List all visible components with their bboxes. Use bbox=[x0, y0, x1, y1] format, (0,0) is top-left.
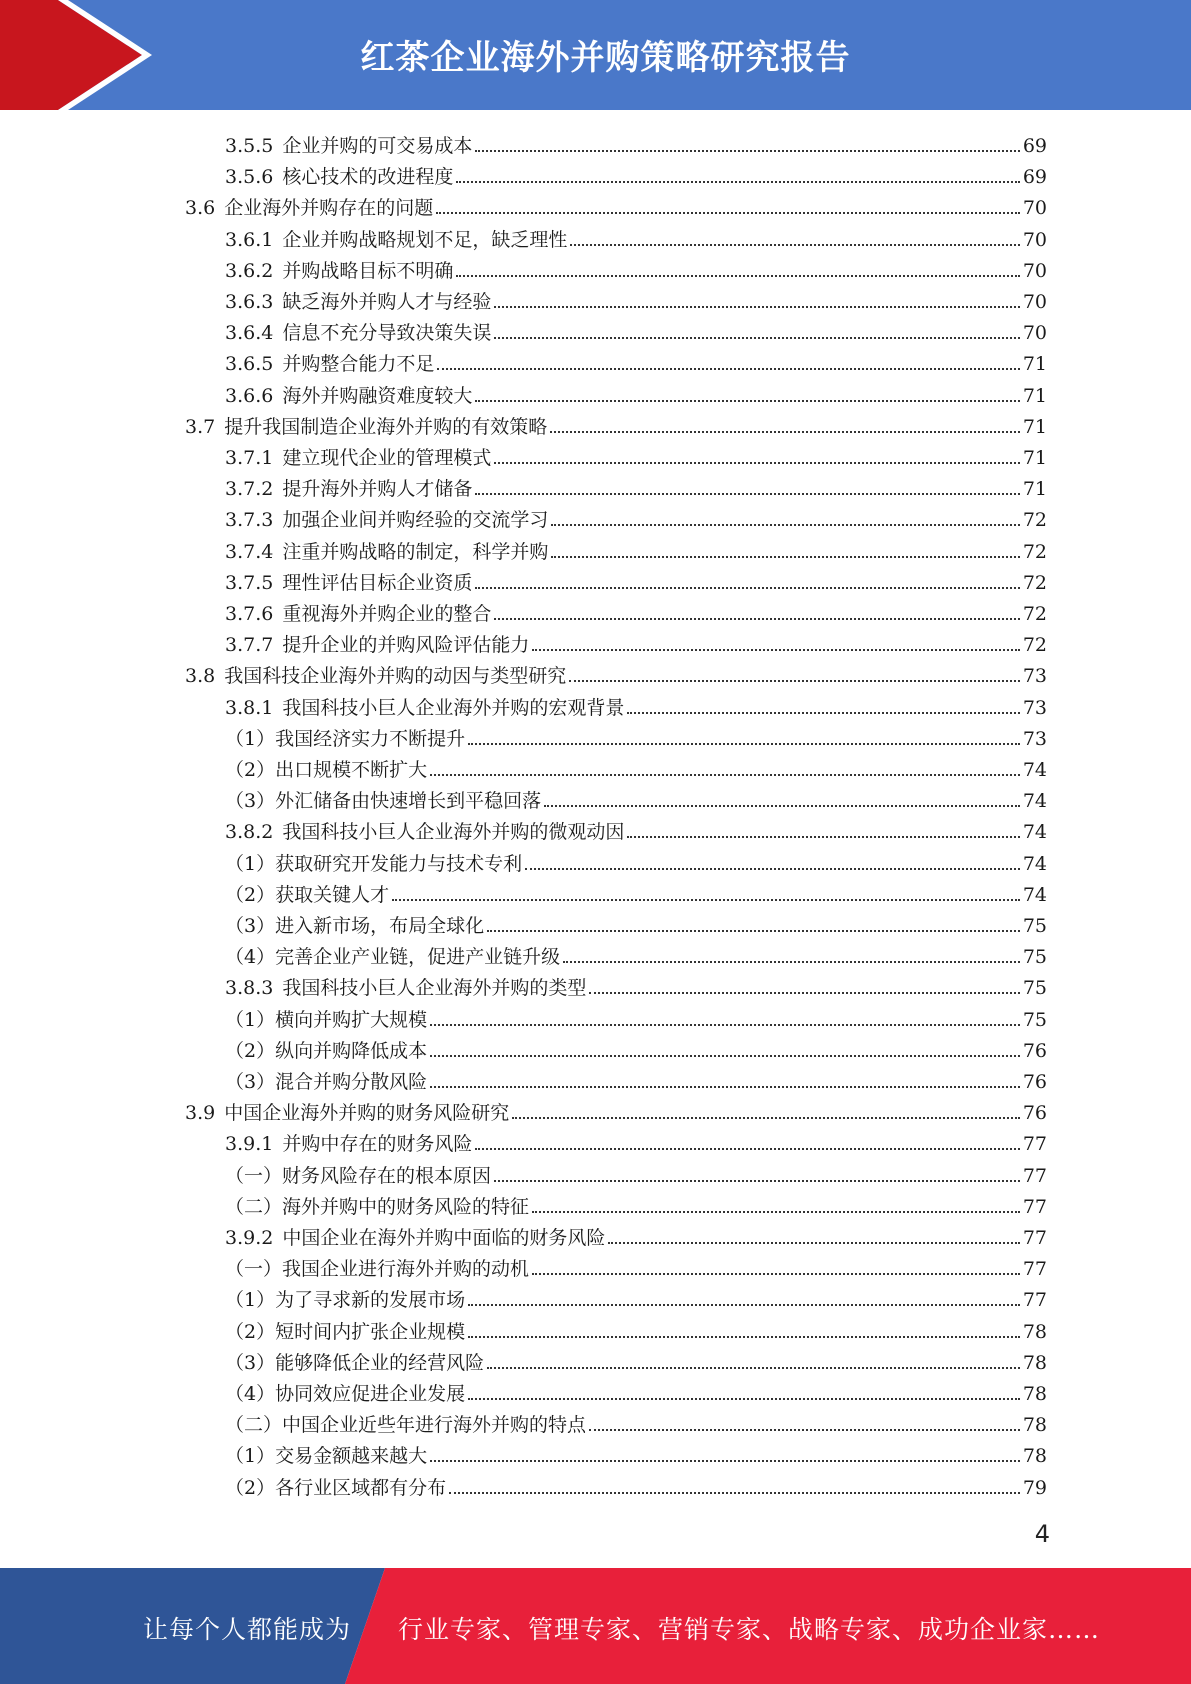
toc-dot-leader bbox=[563, 937, 1020, 963]
toc-entry[interactable] bbox=[225, 1033, 1047, 1063]
toc-entry-page: 77 bbox=[1022, 1289, 1047, 1312]
toc-dot-leader bbox=[475, 126, 1019, 152]
toc-entry[interactable] bbox=[225, 970, 1047, 1000]
toc-entry-title: （二）中国企业近些年进行海外并购的特点 bbox=[225, 1414, 587, 1437]
toc-entry[interactable] bbox=[225, 222, 1047, 252]
toc-entry-title: 企业海外并购存在的问题 bbox=[224, 197, 434, 220]
toc-dot-leader bbox=[589, 1405, 1020, 1431]
toc-entry-page: 76 bbox=[1022, 1071, 1047, 1093]
toc-entry-title: （一）我国企业进行海外并购的动机 bbox=[225, 1258, 530, 1281]
toc-dot-leader bbox=[430, 1436, 1020, 1462]
toc-entry-page: 75 bbox=[1022, 977, 1047, 1000]
toc-entry-title: （1）横向并购扩大规模 bbox=[225, 1008, 428, 1031]
toc-entry-title: 我国科技小巨人企业海外并购的宏观背景 bbox=[282, 696, 625, 719]
toc-dot-leader bbox=[436, 188, 1020, 214]
toc-entry[interactable] bbox=[225, 1438, 1047, 1468]
toc-entry[interactable] bbox=[225, 596, 1047, 626]
toc-entry-title: （一）财务风险存在的根本原因 bbox=[225, 1164, 492, 1187]
toc-entry-title: 我国科技小巨人企业海外并购的类型 bbox=[282, 977, 587, 1000]
toc-entry[interactable] bbox=[185, 1095, 1047, 1125]
toc-entry[interactable] bbox=[225, 1345, 1047, 1375]
toc-entry[interactable] bbox=[225, 1314, 1047, 1344]
toc-dot-leader bbox=[449, 1468, 1020, 1494]
toc-dot-leader bbox=[532, 625, 1019, 651]
toc-entry[interactable] bbox=[225, 378, 1047, 408]
toc-entry-title: （3）外汇储备由快速增长到平稳回落 bbox=[225, 790, 542, 813]
toc-entry[interactable] bbox=[225, 1251, 1047, 1281]
toc-entry-number: 3.7.1 bbox=[225, 447, 274, 469]
toc-entry[interactable] bbox=[225, 1126, 1047, 1156]
toc-entry[interactable] bbox=[225, 721, 1047, 751]
toc-entry-title: 建立现代企业的管理模式 bbox=[282, 447, 492, 469]
toc-entry[interactable] bbox=[225, 159, 1047, 189]
toc-entry-page: 73 bbox=[1022, 696, 1047, 719]
toc-entry-title: （1）为了寻求新的发展市场 bbox=[225, 1289, 466, 1312]
toc-entry[interactable] bbox=[225, 284, 1047, 314]
toc-dot-leader bbox=[430, 1062, 1020, 1088]
toc-entry-number: 3.9 bbox=[185, 1102, 216, 1125]
toc-entry-number: 3.7.6 bbox=[225, 603, 274, 625]
toc-dot-leader bbox=[494, 313, 1019, 339]
toc-dot-leader bbox=[487, 1343, 1020, 1369]
toc-dot-leader bbox=[437, 344, 1019, 370]
toc-entry-number: 3.5.5 bbox=[225, 135, 274, 157]
toc-dot-leader bbox=[627, 812, 1019, 838]
toc-entry[interactable] bbox=[225, 1158, 1047, 1188]
page-number: 4 bbox=[1034, 1520, 1050, 1548]
toc-entry[interactable] bbox=[225, 440, 1047, 470]
toc-entry-page: 75 bbox=[1022, 1008, 1047, 1031]
toc-entry[interactable] bbox=[225, 1220, 1047, 1250]
toc-entry-page: 77 bbox=[1022, 1195, 1047, 1218]
toc-entry-number: 3.8.1 bbox=[225, 696, 274, 719]
toc-entry[interactable] bbox=[225, 1064, 1047, 1094]
toc-entry[interactable] bbox=[225, 783, 1047, 813]
toc-entry-title: （1）我国经济实力不断提升 bbox=[225, 727, 466, 750]
toc-entry-page: 74 bbox=[1022, 790, 1047, 813]
toc-dot-leader bbox=[494, 282, 1019, 308]
toc-entry-page: 76 bbox=[1022, 1102, 1047, 1125]
toc-entry-page: 78 bbox=[1022, 1414, 1047, 1437]
toc-entry-title: （二）海外并购中的财务风险的特征 bbox=[225, 1195, 530, 1218]
toc-entry-title: （3）混合并购分散风险 bbox=[225, 1071, 428, 1093]
footer-slogan-right: 行业专家、管理专家、营销专家、战略专家、成功企业家…… bbox=[398, 1615, 1101, 1644]
toc-dot-leader bbox=[475, 563, 1019, 589]
toc-dot-leader bbox=[430, 1000, 1020, 1026]
toc-entry-page: 75 bbox=[1022, 915, 1047, 937]
toc-entry[interactable] bbox=[225, 128, 1047, 158]
toc-entry-number: 3.6.6 bbox=[225, 384, 274, 407]
toc-entry-number: 3.6.5 bbox=[225, 353, 274, 376]
toc-entry[interactable] bbox=[225, 908, 1047, 938]
toc-dot-leader bbox=[569, 656, 1020, 682]
toc-dot-leader bbox=[392, 875, 1020, 901]
toc-entry-number: 3.6.3 bbox=[225, 291, 274, 313]
toc-dot-leader bbox=[487, 906, 1020, 932]
toc-entry-number: 3.8 bbox=[185, 665, 216, 688]
toc-entry-title: （4）协同效应促进企业发展 bbox=[225, 1383, 466, 1405]
toc-entry-page: 72 bbox=[1022, 571, 1047, 594]
toc-entry-title: 理性评估目标企业资质 bbox=[282, 571, 473, 594]
toc-dot-leader bbox=[525, 844, 1020, 870]
toc-dot-leader bbox=[512, 1093, 1020, 1119]
toc-dot-leader bbox=[430, 1031, 1020, 1057]
footer-slogan-left: 让每个人都能成为 bbox=[143, 1615, 352, 1644]
toc-entry-number: 3.6 bbox=[185, 197, 216, 220]
toc-dot-leader bbox=[494, 1156, 1020, 1182]
toc-entry-title: 中国企业海外并购的财务风险研究 bbox=[224, 1102, 510, 1125]
toc-entry-title: （4）完善企业产业链，促进产业链升级 bbox=[225, 946, 561, 969]
page-title: 红茶企业海外并购策略研究报告 bbox=[360, 38, 851, 78]
toc-entry[interactable] bbox=[225, 346, 1047, 376]
toc-entry-title: （1）交易金额越来越大 bbox=[225, 1445, 428, 1468]
toc-entry-page: 73 bbox=[1022, 727, 1047, 750]
toc-entry-page: 72 bbox=[1022, 634, 1047, 657]
toc-entry-title: （2）各行业区域都有分布 bbox=[225, 1476, 447, 1499]
toc-entry-number: 3.7.3 bbox=[225, 509, 274, 532]
toc-entry-page: 78 bbox=[1022, 1445, 1047, 1468]
toc-dot-leader bbox=[627, 688, 1019, 714]
toc-entry-page: 79 bbox=[1022, 1476, 1047, 1499]
toc-entry-title: 企业并购战略规划不足，缺乏理性 bbox=[282, 228, 568, 251]
toc-entry-page: 77 bbox=[1022, 1164, 1047, 1187]
toc-entry[interactable] bbox=[225, 1376, 1047, 1406]
toc-dot-leader bbox=[532, 1249, 1020, 1275]
toc-dot-leader bbox=[608, 1218, 1019, 1244]
toc-dot-leader bbox=[468, 1374, 1020, 1400]
toc-dot-leader bbox=[544, 781, 1020, 807]
toc-entry-page: 74 bbox=[1022, 883, 1047, 906]
toc-entry[interactable] bbox=[185, 658, 1047, 688]
toc-dot-leader bbox=[494, 594, 1019, 620]
toc-entry-title: 并购战略目标不明确 bbox=[282, 259, 454, 282]
toc-entry-page: 71 bbox=[1022, 415, 1047, 438]
toc-dot-leader bbox=[468, 1312, 1020, 1338]
toc-entry-title: 我国科技企业海外并购的动因与类型研究 bbox=[224, 665, 567, 688]
toc-dot-leader bbox=[475, 1124, 1019, 1150]
toc-entry-page: 74 bbox=[1022, 821, 1047, 844]
toc-entry-page: 78 bbox=[1022, 1351, 1047, 1374]
toc-entry[interactable] bbox=[225, 939, 1047, 969]
toc-entry[interactable] bbox=[225, 1407, 1047, 1437]
toc-entry-title: 企业并购的可交易成本 bbox=[282, 135, 473, 157]
toc-entry-number: 3.6.1 bbox=[225, 228, 274, 251]
toc-entry-page: 70 bbox=[1022, 291, 1047, 313]
toc-entry-title: 提升海外并购人才储备 bbox=[282, 478, 473, 501]
toc-entry[interactable] bbox=[225, 627, 1047, 657]
toc-entry-title: 我国科技小巨人企业海外并购的微观动因 bbox=[282, 821, 625, 844]
toc-entry-number: 3.7.7 bbox=[225, 634, 274, 657]
toc-entry[interactable] bbox=[185, 190, 1047, 220]
toc-entry-page: 75 bbox=[1022, 946, 1047, 969]
toc-entry-page: 74 bbox=[1022, 852, 1047, 875]
toc-dot-leader bbox=[494, 438, 1019, 464]
toc-entry-page: 69 bbox=[1022, 166, 1047, 189]
toc-entry[interactable] bbox=[225, 846, 1047, 876]
toc-entry-page: 70 bbox=[1022, 322, 1047, 345]
toc-entry-page: 73 bbox=[1022, 665, 1047, 688]
toc-dot-leader bbox=[468, 719, 1020, 745]
toc-entry[interactable] bbox=[225, 877, 1047, 907]
toc-entry-title: （3）进入新市场，布局全球化 bbox=[225, 915, 485, 937]
toc-entry-page: 69 bbox=[1022, 135, 1047, 157]
toc-entry-title: （2）出口规模不断扩大 bbox=[225, 759, 428, 781]
toc-entry-title: 缺乏海外并购人才与经验 bbox=[282, 291, 492, 313]
toc-entry-page: 70 bbox=[1022, 228, 1047, 251]
toc-entry-page: 71 bbox=[1022, 447, 1047, 469]
toc-entry[interactable] bbox=[225, 1189, 1047, 1219]
toc-entry-page: 77 bbox=[1022, 1258, 1047, 1281]
toc-entry-title: （2）短时间内扩张企业规模 bbox=[225, 1320, 466, 1343]
toc-entry-page: 71 bbox=[1022, 353, 1047, 376]
toc-entry-title: 提升我国制造企业海外并购的有效策略 bbox=[224, 415, 548, 438]
toc-entry-number: 3.9.2 bbox=[225, 1227, 274, 1249]
toc-entry[interactable] bbox=[225, 1470, 1047, 1500]
toc-entry-number: 3.9.1 bbox=[225, 1133, 274, 1156]
toc-dot-leader bbox=[475, 376, 1019, 402]
toc-dot-leader bbox=[468, 1280, 1020, 1306]
toc-entry-page: 71 bbox=[1022, 478, 1047, 501]
toc-dot-leader bbox=[532, 1187, 1020, 1213]
toc-entry-page: 74 bbox=[1022, 759, 1047, 781]
toc-dot-leader bbox=[456, 157, 1019, 183]
toc-entry-title: 信息不充分导致决策失误 bbox=[282, 322, 492, 345]
toc-entry[interactable] bbox=[225, 1282, 1047, 1312]
toc-entry-number: 3.7.2 bbox=[225, 478, 274, 501]
toc-entry-page: 72 bbox=[1022, 509, 1047, 532]
toc-dot-leader bbox=[456, 251, 1019, 277]
toc-entry-number: 3.6.2 bbox=[225, 259, 274, 282]
toc-entry[interactable] bbox=[225, 315, 1047, 345]
toc-entry-page: 76 bbox=[1022, 1039, 1047, 1062]
toc-entry-title: 提升企业的并购风险评估能力 bbox=[282, 634, 530, 657]
header-banner bbox=[0, 0, 1191, 110]
toc-entry-title: （3）能够降低企业的经营风险 bbox=[225, 1351, 485, 1374]
toc-entry-number: 3.7 bbox=[185, 415, 216, 438]
toc-entry-number: 3.7.4 bbox=[225, 540, 274, 563]
toc-dot-leader bbox=[570, 220, 1019, 246]
toc-entry[interactable] bbox=[225, 534, 1047, 564]
toc-entry-page: 77 bbox=[1022, 1133, 1047, 1156]
toc-entry-title: （1）获取研究开发能力与技术专利 bbox=[225, 852, 523, 875]
toc-entry-page: 72 bbox=[1022, 603, 1047, 625]
toc-entry-title: 注重并购战略的制定，科学并购 bbox=[282, 540, 549, 563]
toc-dot-leader bbox=[589, 968, 1019, 994]
toc-entry-number: 3.7.5 bbox=[225, 571, 274, 594]
toc-entry[interactable] bbox=[225, 471, 1047, 501]
toc-entry-title: 加强企业间并购经验的交流学习 bbox=[282, 509, 549, 532]
toc-entry-title: 海外并购融资难度较大 bbox=[282, 384, 473, 407]
toc-entry-number: 3.8.3 bbox=[225, 977, 274, 1000]
toc-entry-page: 72 bbox=[1022, 540, 1047, 563]
toc-entry[interactable] bbox=[225, 253, 1047, 283]
toc-entry-number: 3.6.4 bbox=[225, 322, 274, 345]
toc-entry-page: 77 bbox=[1022, 1227, 1047, 1249]
toc-entry-page: 71 bbox=[1022, 384, 1047, 407]
toc-entry[interactable] bbox=[225, 1002, 1047, 1032]
toc-entry[interactable] bbox=[225, 502, 1047, 532]
toc-entry-page: 78 bbox=[1022, 1383, 1047, 1405]
toc-entry[interactable] bbox=[225, 814, 1047, 844]
toc-entry-title: （2）获取关键人才 bbox=[225, 883, 390, 906]
toc-entry-title: 并购整合能力不足 bbox=[282, 353, 435, 376]
toc-entry-title: （2）纵向并购降低成本 bbox=[225, 1039, 428, 1062]
toc-dot-leader bbox=[551, 532, 1019, 558]
toc-dot-leader bbox=[550, 407, 1020, 433]
toc-entry-number: 3.8.2 bbox=[225, 821, 274, 844]
toc-entry[interactable] bbox=[225, 690, 1047, 720]
toc-entry[interactable] bbox=[225, 565, 1047, 595]
toc-entry-title: 并购中存在的财务风险 bbox=[282, 1133, 473, 1156]
toc-entry-number: 3.5.6 bbox=[225, 166, 274, 189]
toc-entry-title: 核心技术的改进程度 bbox=[282, 166, 454, 189]
toc-entry-title: 中国企业在海外并购中面临的财务风险 bbox=[282, 1227, 606, 1249]
toc-entry-page: 78 bbox=[1022, 1320, 1047, 1343]
toc-entry[interactable] bbox=[225, 752, 1047, 782]
toc-entry-title: 重视海外并购企业的整合 bbox=[282, 603, 492, 625]
footer-banner bbox=[0, 1568, 1191, 1684]
toc-dot-leader bbox=[475, 469, 1019, 495]
toc-dot-leader bbox=[430, 750, 1020, 776]
toc-dot-leader bbox=[551, 500, 1019, 526]
toc-entry-page: 70 bbox=[1022, 259, 1047, 282]
toc-entry-page: 70 bbox=[1022, 197, 1047, 220]
toc-entry[interactable] bbox=[185, 409, 1047, 439]
